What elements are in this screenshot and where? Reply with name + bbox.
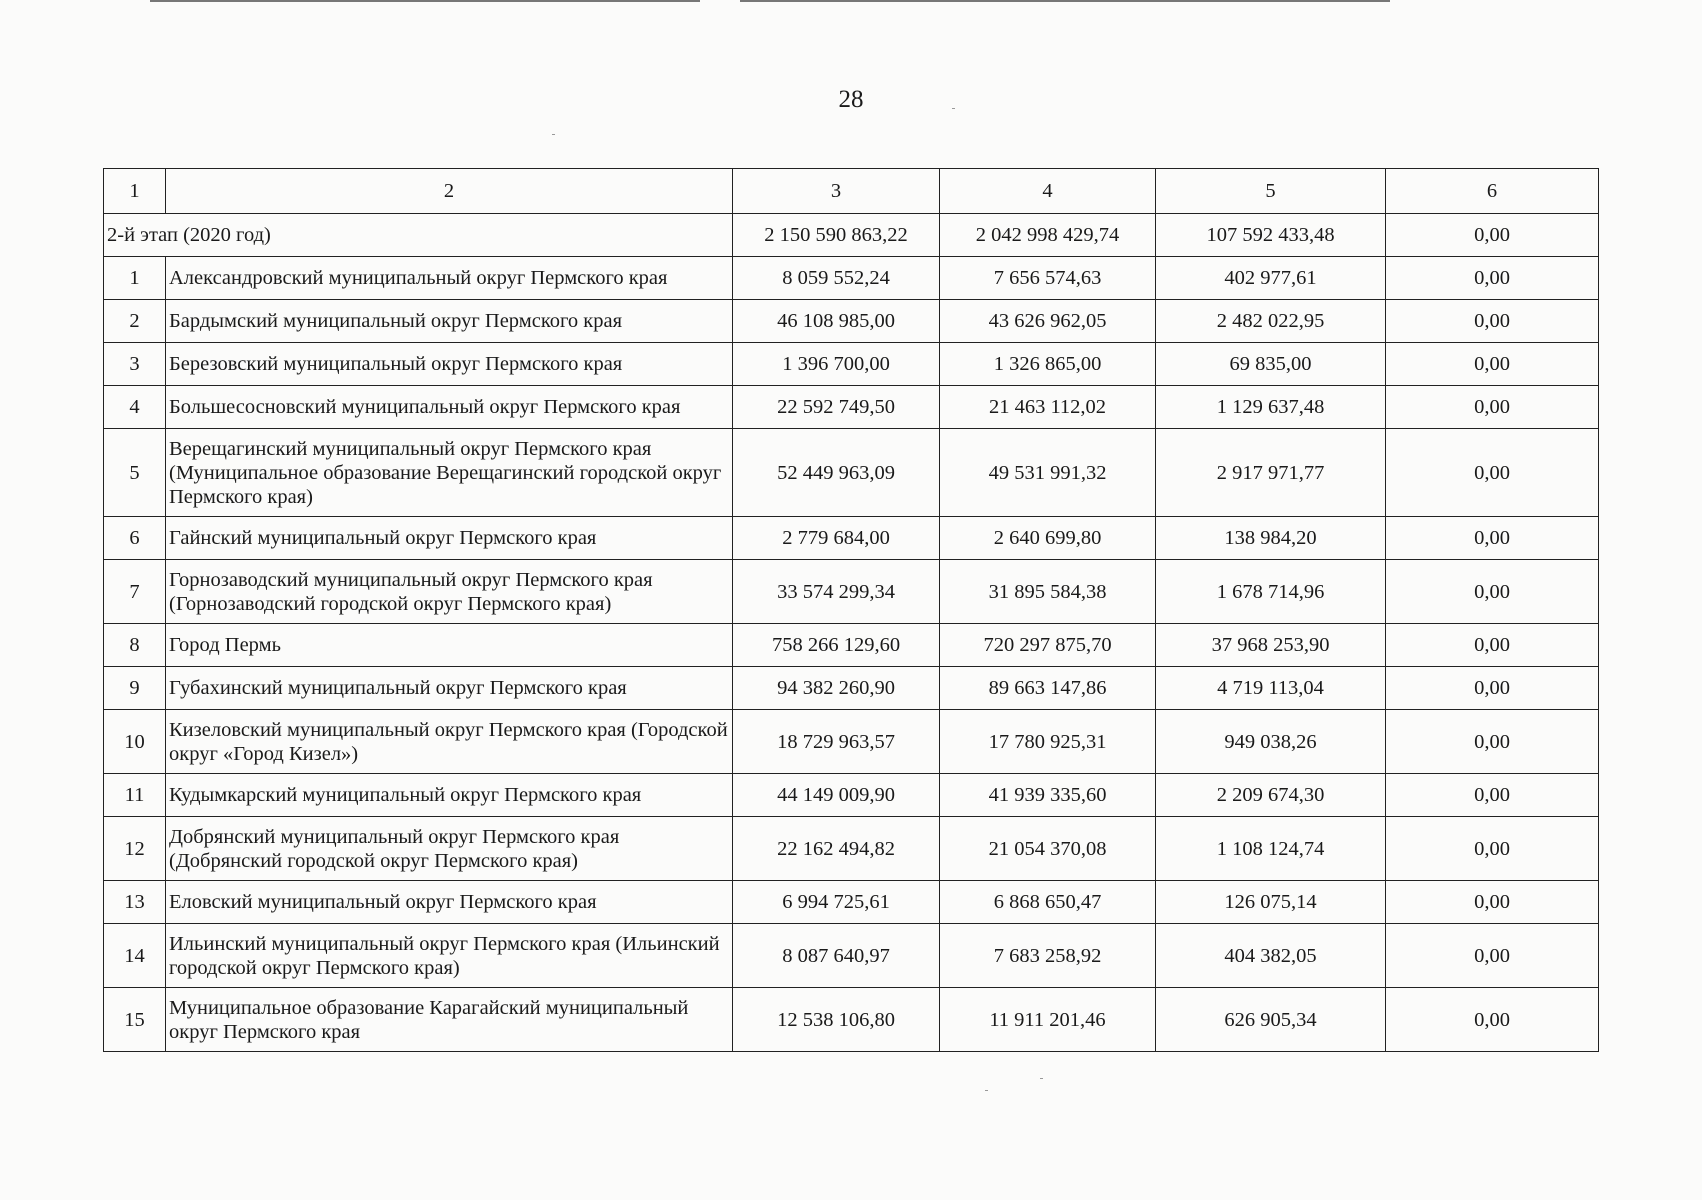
header-cell: 2 <box>166 169 733 214</box>
row-number: 5 <box>104 429 166 517</box>
row-col5: 37 968 253,90 <box>1156 624 1386 667</box>
row-name: Ильинский муниципальный округ Пермского края (Ильинский городской округ Пермского края) <box>166 924 733 988</box>
row-name: Город Пермь <box>166 624 733 667</box>
row-col3: 12 538 106,80 <box>733 988 940 1052</box>
row-col6: 0,00 <box>1386 517 1599 560</box>
page-number: 28 <box>838 86 864 113</box>
row-name: Верещагинский муниципальный округ Пермского края (Муниципальное образование Верещагинский городской округ Пермского края) <box>166 429 733 517</box>
header-cell: 5 <box>1156 169 1386 214</box>
row-col6: 0,00 <box>1386 386 1599 429</box>
row-col6: 0,00 <box>1386 881 1599 924</box>
row-col3: 758 266 129,60 <box>733 624 940 667</box>
stage-row <box>104 214 1599 257</box>
scan-edge <box>0 0 1702 3</box>
table-row <box>104 257 1599 300</box>
row-name: Березовский муниципальный округ Пермского края <box>166 343 733 386</box>
row-col6: 0,00 <box>1386 710 1599 774</box>
header-row <box>104 169 1599 214</box>
table-row <box>104 429 1599 517</box>
header-cell: 1 <box>104 169 166 214</box>
row-col4: 7 656 574,63 <box>940 257 1156 300</box>
row-col4: 2 640 699,80 <box>940 517 1156 560</box>
table-row <box>104 817 1599 881</box>
table-row <box>104 560 1599 624</box>
row-number: 12 <box>104 817 166 881</box>
table-row <box>104 881 1599 924</box>
row-col3: 18 729 963,57 <box>733 710 940 774</box>
table-row <box>104 667 1599 710</box>
row-col5: 69 835,00 <box>1156 343 1386 386</box>
row-number: 15 <box>104 988 166 1052</box>
row-col3: 22 162 494,82 <box>733 817 940 881</box>
table-row <box>104 517 1599 560</box>
row-col4: 17 780 925,31 <box>940 710 1156 774</box>
row-name: Александровский муниципальный округ Пермского края <box>166 257 733 300</box>
stage-total-col3: 2 150 590 863,22 <box>733 214 940 257</box>
row-name: Еловский муниципальный округ Пермского края <box>166 881 733 924</box>
table-row <box>104 624 1599 667</box>
table-row <box>104 988 1599 1052</box>
header-cell: 6 <box>1386 169 1599 214</box>
row-col4: 21 463 112,02 <box>940 386 1156 429</box>
row-col4: 7 683 258,92 <box>940 924 1156 988</box>
stage-total-col4: 2 042 998 429,74 <box>940 214 1156 257</box>
row-number: 3 <box>104 343 166 386</box>
row-name: Кудымкарский муниципальный округ Пермского края <box>166 774 733 817</box>
row-number: 11 <box>104 774 166 817</box>
row-col4: 41 939 335,60 <box>940 774 1156 817</box>
data-table <box>103 168 1599 1052</box>
row-col5: 949 038,26 <box>1156 710 1386 774</box>
row-col3: 6 994 725,61 <box>733 881 940 924</box>
table-row <box>104 924 1599 988</box>
row-col5: 402 977,61 <box>1156 257 1386 300</box>
row-col3: 8 087 640,97 <box>733 924 940 988</box>
header-cell: 3 <box>733 169 940 214</box>
row-col5: 1 129 637,48 <box>1156 386 1386 429</box>
row-col5: 2 482 022,95 <box>1156 300 1386 343</box>
row-col4: 6 868 650,47 <box>940 881 1156 924</box>
row-name: Муниципальное образование Карагайский муниципальный округ Пермского края <box>166 988 733 1052</box>
row-col5: 4 719 113,04 <box>1156 667 1386 710</box>
row-col5: 1 678 714,96 <box>1156 560 1386 624</box>
row-col5: 404 382,05 <box>1156 924 1386 988</box>
row-name: Добрянский муниципальный округ Пермского края (Добрянский городской округ Пермского края) <box>166 817 733 881</box>
row-col3: 2 779 684,00 <box>733 517 940 560</box>
row-col5: 138 984,20 <box>1156 517 1386 560</box>
row-name: Горнозаводский муниципальный округ Пермского края (Горнозаводский городской округ Пермского края) <box>166 560 733 624</box>
row-col3: 46 108 985,00 <box>733 300 940 343</box>
row-col4: 720 297 875,70 <box>940 624 1156 667</box>
row-col5: 2 209 674,30 <box>1156 774 1386 817</box>
row-name: Кизеловский муниципальный округ Пермского края (Городской округ «Город Кизел») <box>166 710 733 774</box>
table-row <box>104 300 1599 343</box>
row-col6: 0,00 <box>1386 624 1599 667</box>
row-name: Губахинский муниципальный округ Пермского края <box>166 667 733 710</box>
row-number: 8 <box>104 624 166 667</box>
row-col4: 89 663 147,86 <box>940 667 1156 710</box>
row-number: 9 <box>104 667 166 710</box>
row-col6: 0,00 <box>1386 300 1599 343</box>
row-number: 10 <box>104 710 166 774</box>
stage-label: 2-й этап (2020 год) <box>104 214 733 257</box>
row-col5: 2 917 971,77 <box>1156 429 1386 517</box>
row-col6: 0,00 <box>1386 257 1599 300</box>
row-col3: 8 059 552,24 <box>733 257 940 300</box>
row-number: 13 <box>104 881 166 924</box>
row-name: Большесосновский муниципальный округ Пермского края <box>166 386 733 429</box>
row-col5: 126 075,14 <box>1156 881 1386 924</box>
table-row <box>104 774 1599 817</box>
row-col4: 31 895 584,38 <box>940 560 1156 624</box>
row-col3: 33 574 299,34 <box>733 560 940 624</box>
row-number: 4 <box>104 386 166 429</box>
row-col3: 52 449 963,09 <box>733 429 940 517</box>
row-col6: 0,00 <box>1386 817 1599 881</box>
table-row <box>104 343 1599 386</box>
row-col3: 22 592 749,50 <box>733 386 940 429</box>
row-number: 2 <box>104 300 166 343</box>
stage-total-col6: 0,00 <box>1386 214 1599 257</box>
row-col6: 0,00 <box>1386 560 1599 624</box>
row-col4: 49 531 991,32 <box>940 429 1156 517</box>
row-col4: 43 626 962,05 <box>940 300 1156 343</box>
row-col6: 0,00 <box>1386 343 1599 386</box>
stage-total-col5: 107 592 433,48 <box>1156 214 1386 257</box>
row-col6: 0,00 <box>1386 774 1599 817</box>
row-name: Бардымский муниципальный округ Пермского края <box>166 300 733 343</box>
row-col6: 0,00 <box>1386 988 1599 1052</box>
row-col4: 11 911 201,46 <box>940 988 1156 1052</box>
row-col3: 44 149 009,90 <box>733 774 940 817</box>
row-number: 7 <box>104 560 166 624</box>
row-col4: 21 054 370,08 <box>940 817 1156 881</box>
row-col6: 0,00 <box>1386 924 1599 988</box>
row-col5: 1 108 124,74 <box>1156 817 1386 881</box>
row-col6: 0,00 <box>1386 429 1599 517</box>
header-cell: 4 <box>940 169 1156 214</box>
table-row <box>104 710 1599 774</box>
row-col4: 1 326 865,00 <box>940 343 1156 386</box>
row-col6: 0,00 <box>1386 667 1599 710</box>
row-col3: 1 396 700,00 <box>733 343 940 386</box>
row-number: 6 <box>104 517 166 560</box>
row-number: 14 <box>104 924 166 988</box>
row-name: Гайнский муниципальный округ Пермского края <box>166 517 733 560</box>
row-col5: 626 905,34 <box>1156 988 1386 1052</box>
row-col3: 94 382 260,90 <box>733 667 940 710</box>
row-number: 1 <box>104 257 166 300</box>
table-row <box>104 386 1599 429</box>
